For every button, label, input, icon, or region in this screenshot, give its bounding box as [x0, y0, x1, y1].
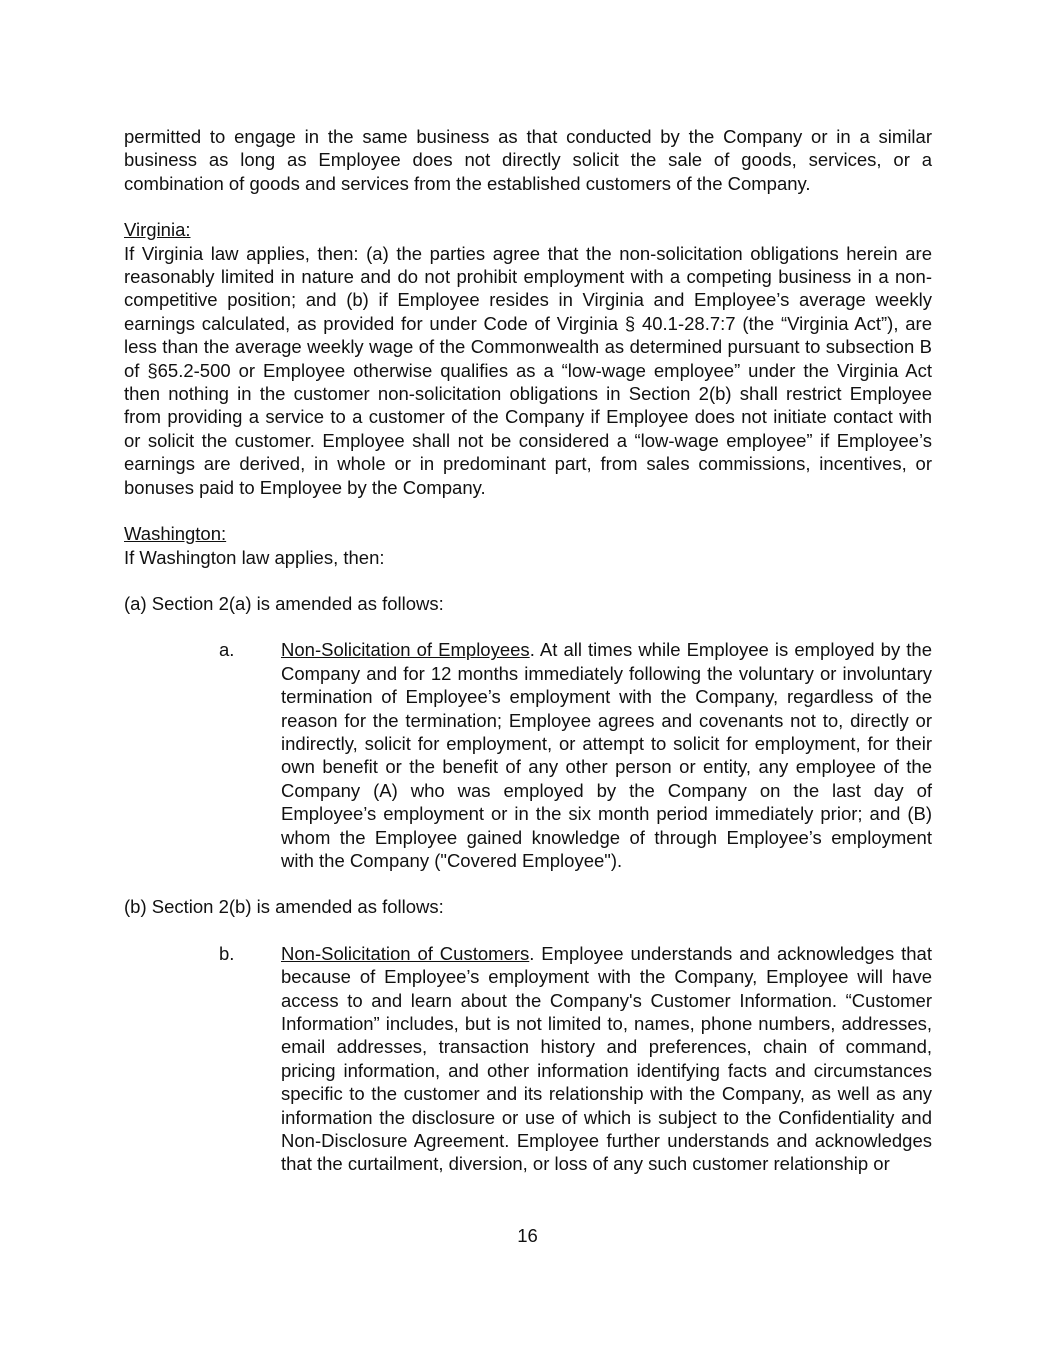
section-b-intro: (b) Section 2(b) is amended as follows:	[124, 896, 444, 918]
spacer	[124, 569, 932, 592]
item-a	[219, 638, 932, 872]
item-b-label: b.	[219, 942, 235, 964]
page-number: 16	[517, 1225, 538, 1246]
item-b-title: Non-Solicitation of Customers	[281, 942, 530, 964]
spacer	[124, 919, 932, 942]
item-a-title: Non-Solicitation of Employees	[281, 639, 530, 661]
washington-heading: Washington:	[124, 523, 227, 545]
washington-intro: If Washington law applies, then:	[124, 546, 385, 568]
item-a-label: a.	[219, 639, 235, 661]
virginia-paragraph: If Virginia law applies, then: (a) the parties agree that the non-solicitation obligations herein are reasonably limited in nature and do not prohibit employment with a competing business in a non-competitive position; and (b) if Employee resides in Virginia and Employee’s average weekly earnings calculated, as provided for under Code of Virginia § 40.1-28.7:7 (the “Virginia Act”), are less than the average weekly wage of the Commonwealth as determined pursuant to subsection B of §65.2-500 or Employee otherwise qualifies as a “low-wage employee” under the Virginia Act then nothing in the customer non-solicitation obligations in Section 2(b) shall restrict Employee from providing a service to a customer of the Company if Employee does not initiate contact with or solicit the customer. Employee shall not be considered a “low-wage employee” if Employee’s earnings are derived, in whole or in predominant part, from sales commissions, incentives, or bonuses paid to Employee by the Company.	[124, 242, 932, 498]
item-a-body: . At all times while Employee is employed by the Company and for 12 months immediately following the voluntary or involuntary termination of Employee’s employment with the Company, regardless of the reason for the termination; Employee agrees and covenants not to, directly or indirectly, solicit for employment, or attempt to solicit for employment, for their own benefit or the benefit of any other person or entity, any employee of the Company (A) who was employed by the Company on the last day of Employee’s employment or in the six month period immediately prior; and (B) whom the Employee gained knowledge of through Employee’s employment with the Company ("Covered Employee").	[281, 639, 932, 871]
spacer	[124, 615, 932, 638]
intro-paragraph: permitted to engage in the same business as that conducted by the Company or in a similar business as long as Employee does not directly solicit the sale of goods, services, or a combination of goods and services from the established customers of the Company.	[124, 126, 932, 194]
virginia-heading: Virginia:	[124, 219, 191, 241]
item-b-body: . Employee understands and acknowledges that because of Employee’s employment with the Company, Employee will have access to and learn about the Company's Customer Information. “Customer Information” includes, but is not limited to, names, phone numbers, addresses, email addresses, transaction history and preferences, chain of command, pricing information, and other information identifying facts and circumstances specific to the customer and its relationship with the Company, as well as any information the disclosure or use of which is subject to the Confidentiality and Non-Disclosure Agreement. Employee further understands and acknowledges that the curtailment, diversion, or loss of any such customer relationship or	[281, 942, 932, 1175]
item-b-paragraph	[281, 942, 932, 1176]
item-b	[219, 942, 932, 1176]
body-column	[124, 125, 932, 1176]
section-a-intro: (a) Section 2(a) is amended as follows:	[124, 592, 444, 614]
item-a-paragraph	[281, 638, 932, 872]
spacer	[124, 872, 932, 895]
